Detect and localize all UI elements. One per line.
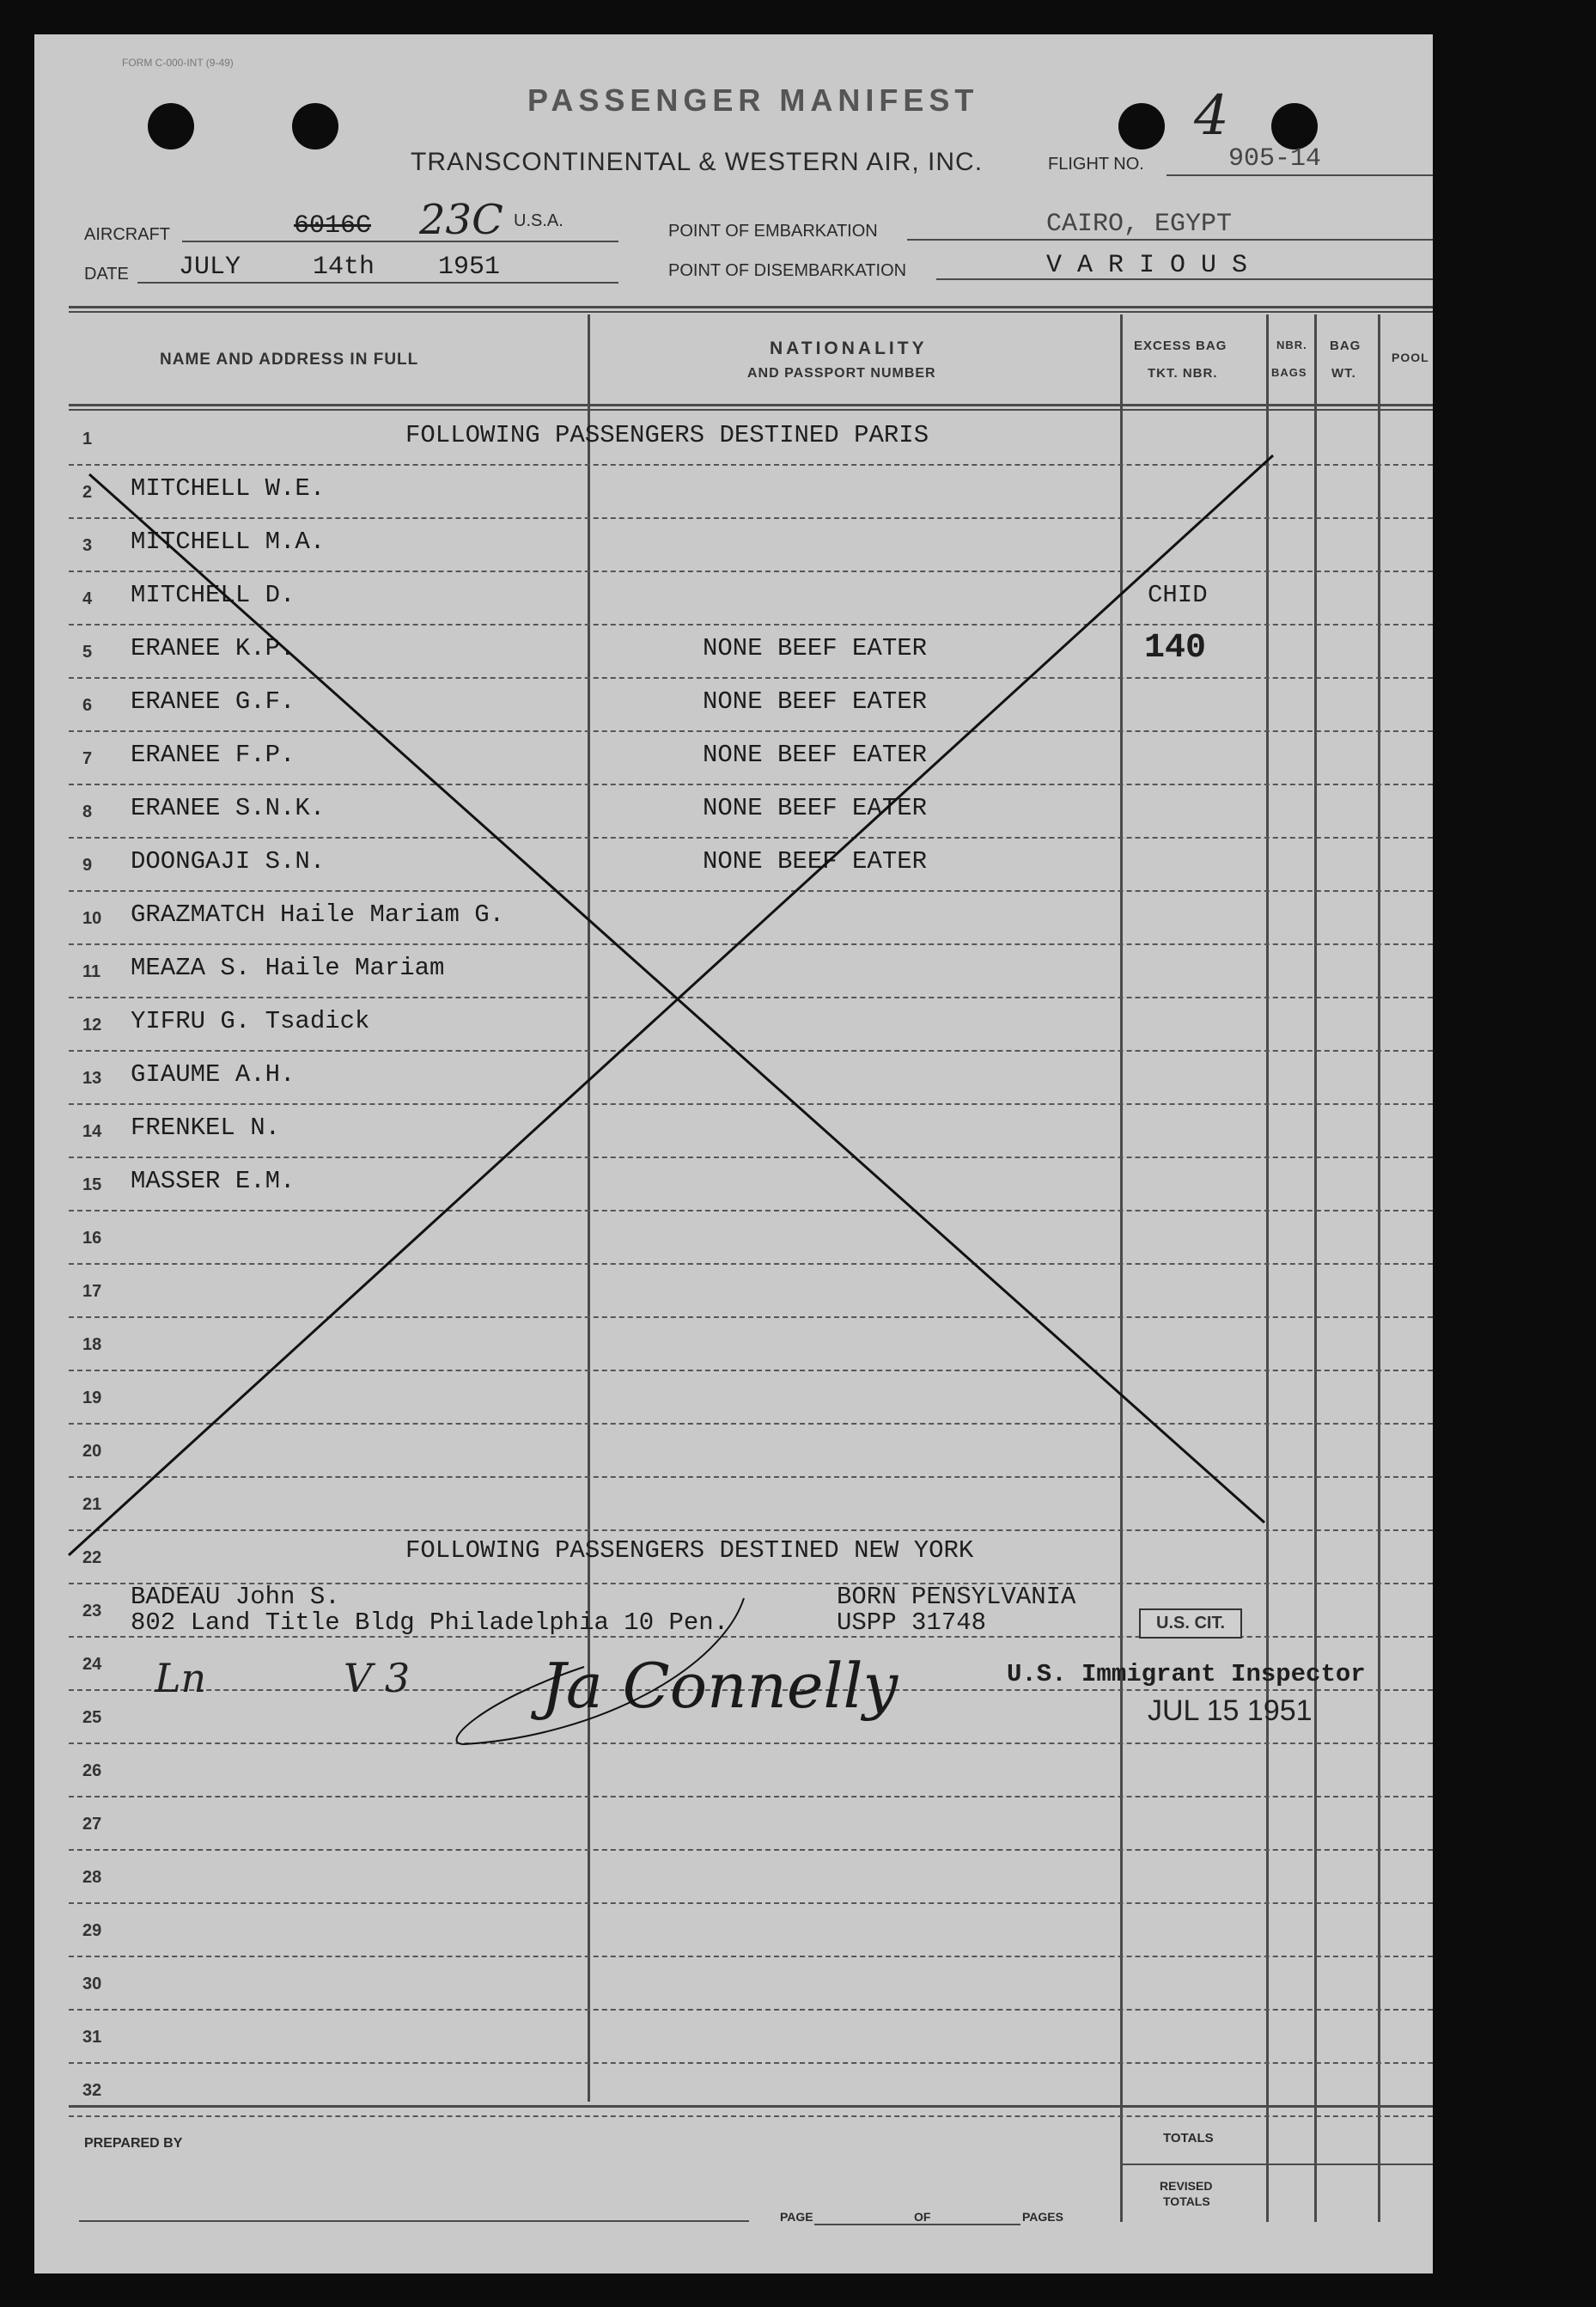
- row-number: 6: [82, 696, 93, 715]
- row-number: 31: [82, 2028, 102, 2047]
- row-number: 2: [82, 483, 93, 502]
- date-label: DATE: [84, 265, 129, 284]
- row-number: 11: [82, 962, 101, 981]
- row-number: 13: [82, 1069, 102, 1088]
- row-number: 23: [82, 1602, 102, 1620]
- handwritten-note: V 3: [344, 1655, 411, 1701]
- us-citizen-stamp: U.S. CIT.: [1139, 1608, 1242, 1639]
- passenger-nationality: BORN PENSYLVANIA: [837, 1583, 1076, 1611]
- row-number: 20: [82, 1442, 102, 1461]
- col-bags-header: BAGS: [1271, 366, 1307, 379]
- row-number: 14: [82, 1122, 102, 1141]
- row-number: 27: [82, 1815, 102, 1834]
- passenger-name: GRAZMATCH Haile Mariam G.: [131, 900, 505, 929]
- row-number: 17: [82, 1282, 102, 1301]
- passenger-name: BADEAU John S.: [131, 1583, 340, 1611]
- flight-number: 905-14: [1228, 144, 1322, 174]
- row-number: 24: [82, 1655, 102, 1674]
- row-number: 28: [82, 1868, 102, 1887]
- passenger-nationality: NONE BEEF EATER: [703, 741, 928, 769]
- row-number: 19: [82, 1388, 102, 1407]
- flight-label: FLIGHT NO.: [1048, 155, 1144, 174]
- col-name-header: NAME AND ADDRESS IN FULL: [160, 351, 419, 369]
- row-number: 5: [82, 643, 93, 662]
- row-number: 21: [82, 1495, 102, 1514]
- inspector-stamp: U.S. Immigrant Inspector: [1007, 1660, 1366, 1688]
- passenger-nationality: NONE BEEF EATER: [703, 847, 928, 876]
- row-number: 4: [82, 589, 93, 608]
- col-bagwt-header: BAG: [1330, 339, 1361, 353]
- col-nationality-header: NATIONALITY: [770, 339, 928, 358]
- row-number: 29: [82, 1921, 102, 1940]
- row-number: 9: [82, 856, 93, 875]
- prepared-by-label: PREPARED BY: [84, 2136, 183, 2151]
- cross-out-lines: [34, 34, 1433, 2273]
- passenger-name: MASSER E.M.: [131, 1167, 295, 1195]
- totals-label: TOTALS: [1163, 2131, 1214, 2145]
- page-label: PAGE: [780, 2210, 813, 2224]
- aircraft-handwritten: 23C: [419, 196, 503, 244]
- totals-rule: [1120, 2164, 1433, 2165]
- inspector-signature: Ja Connelly: [541, 1650, 899, 1722]
- cross-out-stroke: [69, 455, 1273, 1555]
- row5-excess-ticket: 140: [1144, 629, 1207, 668]
- aircraft-value: 6016C: [294, 211, 372, 241]
- row-number: 16: [82, 1229, 102, 1248]
- passenger-name: FRENKEL N.: [131, 1114, 281, 1142]
- manifest-sheet: [34, 34, 1433, 2273]
- passenger-name: ERANEE S.N.K.: [131, 794, 326, 822]
- footer-rule: [69, 2105, 1433, 2108]
- inspector-stamp-date: JUL 15 1951: [1148, 1694, 1313, 1727]
- col-pool-header: POOL: [1392, 351, 1429, 364]
- col-ticket-header: TKT. NBR.: [1148, 366, 1218, 381]
- row4-excess-note: CHID: [1148, 581, 1208, 609]
- row-number: 7: [82, 749, 93, 768]
- airline-name: TRANSCONTINENTAL & WESTERN AIR, INC.: [411, 148, 984, 176]
- passenger-name: YIFRU G. Tsadick: [131, 1007, 370, 1035]
- passenger-name: MITCHELL W.E.: [131, 474, 326, 503]
- page-number-handwritten: 4: [1194, 84, 1229, 148]
- passenger-name: DOONGAJI S.N.: [131, 847, 326, 876]
- col-passport-header: AND PASSPORT NUMBER: [747, 366, 936, 381]
- passenger-name: ERANEE G.F.: [131, 687, 295, 716]
- row-number: 25: [82, 1708, 102, 1727]
- of-label: OF: [914, 2210, 931, 2224]
- aircraft-label: AIRCRAFT: [84, 225, 170, 244]
- date-month: JULY: [179, 253, 241, 282]
- handwritten-note: Ln: [155, 1655, 207, 1701]
- passenger-address: 802 Land Title Bldg Philadelphia 10 Pen.: [131, 1608, 729, 1637]
- revised-totals-label: TOTALS: [1163, 2194, 1210, 2208]
- form-title: PASSENGER MANIFEST: [527, 82, 979, 118]
- page-line: [814, 2224, 1020, 2225]
- row-number: 32: [82, 2081, 102, 2100]
- col-wt-header: WT.: [1331, 366, 1356, 381]
- passenger-nationality: NONE BEEF EATER: [703, 634, 928, 662]
- passenger-name: MITCHELL D.: [131, 581, 295, 609]
- aircraft-suffix: U.S.A.: [514, 211, 563, 230]
- row-number: 3: [82, 536, 93, 555]
- group-header-paris: FOLLOWING PASSENGERS DESTINED PARIS: [405, 421, 929, 449]
- row-number: 10: [82, 909, 102, 928]
- passenger-name: MITCHELL M.A.: [131, 528, 326, 556]
- signature-flourish: [456, 1598, 744, 1744]
- passenger-name: ERANEE F.P.: [131, 741, 295, 769]
- pages-label: PAGES: [1022, 2210, 1063, 2224]
- row-number: 22: [82, 1548, 102, 1567]
- revised-label: REVISED: [1160, 2179, 1213, 2193]
- disembarkation-value: V A R I O U S: [1046, 251, 1248, 280]
- date-day: 14th: [313, 253, 375, 282]
- prepared-by-line: [79, 2220, 749, 2222]
- passenger-passport: USPP 31748: [837, 1608, 987, 1637]
- group-header-newyork: FOLLOWING PASSENGERS DESTINED NEW YORK: [405, 1536, 974, 1565]
- embarkation-label: POINT OF EMBARKATION: [668, 222, 878, 241]
- row-number: 1: [82, 430, 93, 449]
- passenger-nationality: NONE BEEF EATER: [703, 794, 928, 822]
- row-number: 18: [82, 1335, 102, 1354]
- passenger-name: GIAUME A.H.: [131, 1060, 295, 1089]
- row-number: 30: [82, 1974, 102, 1993]
- passenger-name: ERANEE K.P.: [131, 634, 295, 662]
- disembarkation-label: POINT OF DISEMBARKATION: [668, 261, 907, 280]
- passenger-nationality: NONE BEEF EATER: [703, 687, 928, 716]
- row-number: 26: [82, 1761, 102, 1780]
- col-excess-header: EXCESS BAG: [1134, 339, 1227, 353]
- embarkation-value: CAIRO, EGYPT: [1046, 210, 1233, 239]
- passenger-name: MEAZA S. Haile Mariam: [131, 954, 445, 982]
- row-number: 15: [82, 1175, 102, 1194]
- row-number: 12: [82, 1016, 102, 1034]
- col-nbr-header: NBR.: [1276, 339, 1307, 351]
- form-number: FORM C-000-INT (9-49): [122, 57, 234, 69]
- row-number: 8: [82, 803, 93, 821]
- date-year: 1951: [438, 253, 501, 282]
